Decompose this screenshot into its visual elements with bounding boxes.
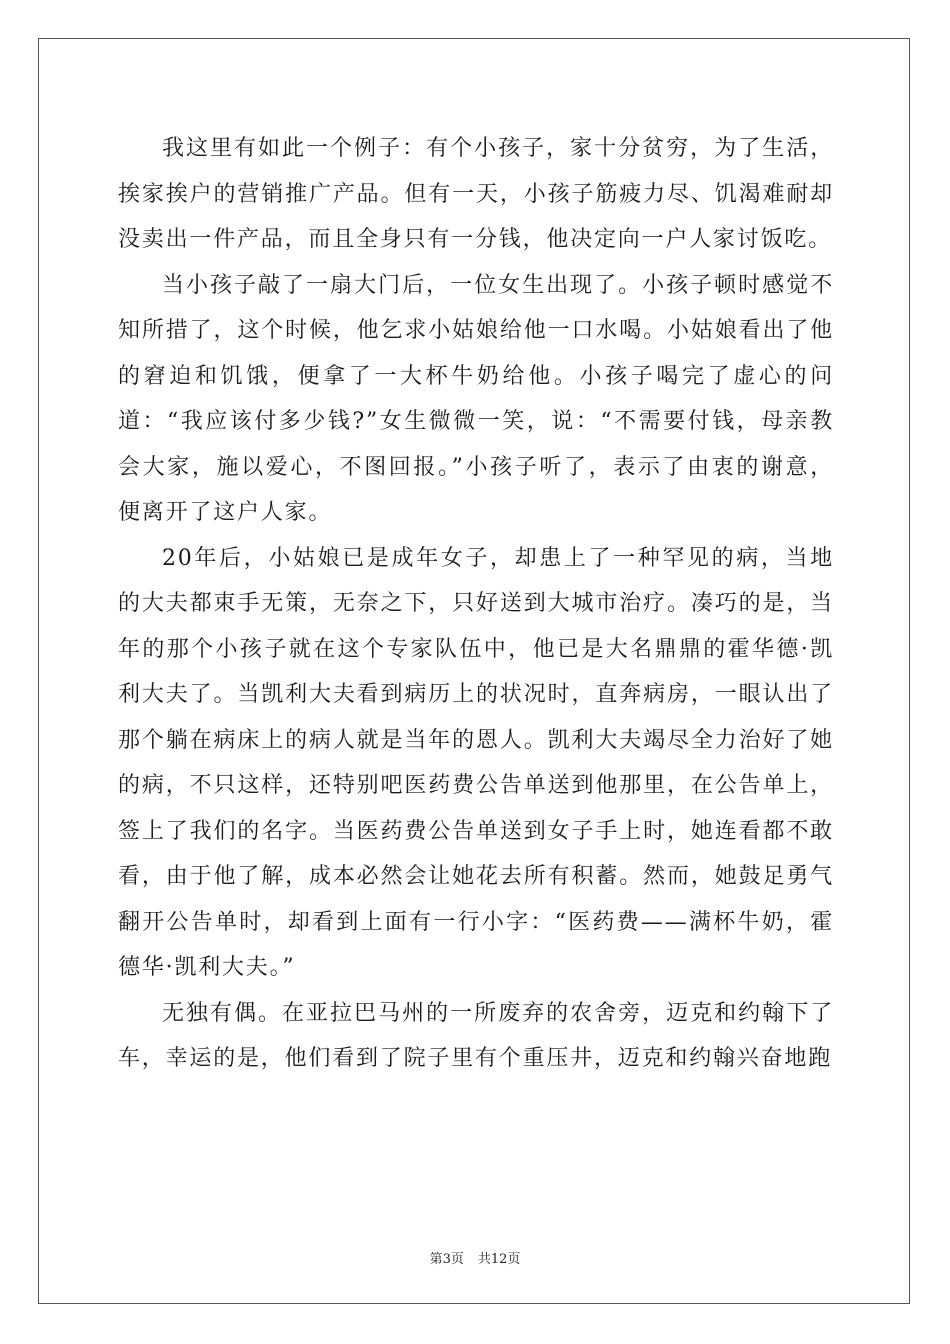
paragraph: 20年后，小姑娘已是成年女子，却患上了一种罕见的病，当地的大夫都束手无策，无奈之下，只好送到大城市治疗。凑巧的是，当年的那个小孩子就在这个专家队伍中，他已是大名鼎鼎的霍华德·凯利大夫了。当凯利大夫看到病历上的状况时，直奔病房，一眼认出了那个躺在病床上的病人就是当年的恩人。凯利大夫竭尽全力治好了她的病，不只这样，还特别吧医药费公告单送到他那里，在公告单上，签上了我们的名字。当医药费公告单送到女子手上时，她连看都不敢看，由于他了解，成本必然会让她花去所有积蓄。然而，她鼓足勇气翻开公告单时，却看到上面有一行小字：“医药费——满杯牛奶，霍德华·凯利大夫。” (118, 545, 834, 980)
paragraph: 我这里有如此一个例子：有个小孩子，家十分贫穷，为了生活，挨家挨户的营销推广产品。但有一天，小孩子筋疲力尽、饥渴难耐却没卖出一件产品，而且全身只有一分钱，他决定向一户人家讨饭吃。 (118, 136, 834, 252)
page-total: 共12页 (477, 1252, 521, 1267)
page-footer (0, 1248, 950, 1267)
paragraph: 当小孩子敲了一扇大门后，一位女生出现了。小孩子顿时感觉不知所措了，这个时候，他乞求小姑娘给他一口水喝。小姑娘看出了他的窘迫和饥饿，便拿了一大杯牛奶给他。小孩子喝完了虚心的问道：“我应该付多少钱?”女生微微一笑，说：“不需要付钱，母亲教会大家，施以爱心，不图回报。”小孩子听了，表示了由衷的谢意，便离开了这户人家。 (118, 272, 834, 525)
paragraph: 无独有偶。在亚拉巴马州的一所废弃的农舍旁，迈克和约翰下了车，幸运的是，他们看到了院子里有个重压井，迈克和约翰兴奋地跑 (118, 1000, 834, 1071)
document-body (118, 126, 834, 1082)
page-number: 第3页 (429, 1252, 464, 1267)
